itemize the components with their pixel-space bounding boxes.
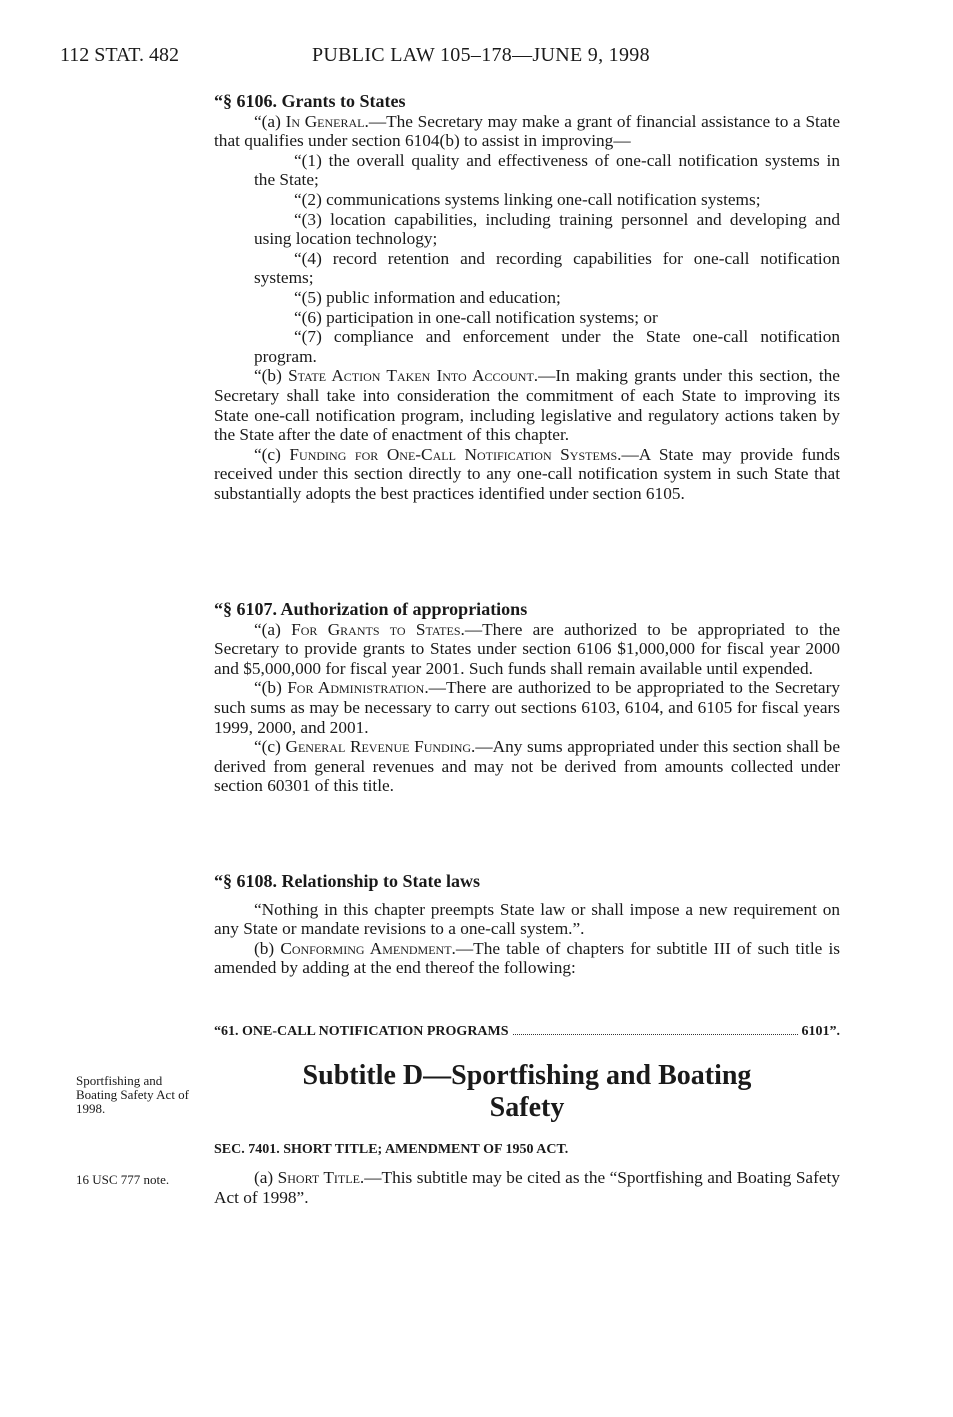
subsection-title: For Administration. — [287, 678, 429, 698]
stat-citation: 112 STAT. 482 — [60, 44, 179, 66]
section-6107-heading: “§ 6107. Authorization of appropriations — [214, 599, 528, 619]
public-law-title: PUBLIC LAW 105–178—JUNE 9, 1998 — [312, 44, 650, 66]
margin-note-act: Sportfishing and Boating Safety Act of 1998. — [76, 1073, 190, 1116]
sec-7401-a — [214, 1168, 840, 1207]
list-item: “(3) location capabilities, including training personnel and developing and using location technology; — [254, 209, 840, 249]
section-6106-list — [254, 151, 840, 367]
section-6107-b: “(b) For Administration.—There are authorized to be appropriated to the Secretary such sums as may be necessary to carry out sections 6103, 6104, and 6105 for fiscal years 1999, 2000, and 2001. — [214, 678, 840, 737]
chapter-table-entry — [214, 1024, 840, 1040]
subsection-title: Short Title. — [277, 1168, 365, 1187]
list-item: “(6) participation in one-call notification systems; or — [294, 307, 658, 327]
toc-number: 6101”. — [801, 1024, 840, 1039]
subtitle-d-heading — [214, 1060, 840, 1124]
list-item: “(5) public information and education; — [294, 287, 561, 307]
subtitle-d-line2: Safety — [489, 1092, 565, 1123]
subtitle-d-line1: Subtitle D—Sportfishing and Boating — [302, 1060, 752, 1091]
list-item: “(4) record retention and recording capabilities for one-call notification systems; — [254, 248, 840, 288]
list-item: “(2) communications systems linking one-call notification systems; — [294, 189, 761, 209]
subsection-title: Funding for One-Call Notification Systems. — [289, 444, 622, 464]
subsection-title: State Action Taken Into Account. — [288, 366, 539, 386]
subsection-title: Conforming Amendment. — [280, 938, 456, 958]
section-6106-heading: “§ 6106. Grants to States — [214, 91, 406, 111]
section-6106-b: “(b) State Action Taken Into Account.—In making grants under this section, the Secretary shall take into consideration the commitment of each State to improving its State one-call notification program, including legislative and regulatory actions taken by the State after the date of enactment of this chapter. — [214, 366, 840, 445]
margin-note-usc: 16 USC 777 note. — [76, 1172, 170, 1187]
section-6107-c: “(c) General Revenue Funding.—Any sums appropriated under this section shall be derived from general revenues and may not be derived from amounts collected under section 60301 of this title. — [214, 737, 840, 796]
list-item: “(1) the overall quality and effectiveness of one-call notification systems in the State; — [254, 150, 840, 190]
section-6108 — [214, 872, 840, 978]
toc-label: “61. ONE-CALL NOTIFICATION PROGRAMS — [214, 1024, 509, 1039]
section-6106-a: “(a) In General.—The Secretary may make a grant of financial assistance to a State that qualifies under section 6104(b) to assist in improving— — [214, 111, 840, 151]
subsection-title: For Grants to States. — [291, 619, 465, 639]
section-6106 — [214, 92, 840, 503]
subsection-title: General Revenue Funding. — [285, 737, 476, 757]
subsection-title: In General. — [285, 111, 369, 131]
sec-7401-heading: SEC. 7401. SHORT TITLE; AMENDMENT OF 1950 ACT. — [214, 1142, 569, 1157]
toc-leader-dots — [513, 1034, 798, 1035]
section-6108-heading: “§ 6108. Relationship to State laws — [214, 871, 481, 891]
conforming-amendment: (b) Conforming Amendment.—The table of chapters for subtitle III of such title is amended by adding at the end thereof the following: — [214, 938, 840, 978]
short-title-paragraph: (a) Short Title.—This subtitle may be cited as the “Sportfishing and Boating Safety Act of 1998”. — [214, 1168, 840, 1207]
section-6106-c: “(c) Funding for One-Call Notification Systems.—A State may provide funds received under this section directly to any one-call notification system in such State that substantially adopts the best practices identified under section 6105. — [214, 444, 841, 503]
list-item: “(7) compliance and enforcement under the State one-call notification program. — [254, 327, 840, 366]
section-6108-text: “Nothing in this chapter preempts State law or shall impose a new requirement on any State or mandate revisions to a one-call system.”. — [214, 899, 840, 939]
section-6107-a: “(a) For Grants to States.—There are authorized to be appropriated to the Secretary to provide grants to States under section 6106 $1,000,000 for fiscal year 2000 and $5,000,000 for fiscal year 2001. Such funds shall remain available until expended. — [214, 619, 841, 678]
section-6107 — [214, 600, 840, 796]
